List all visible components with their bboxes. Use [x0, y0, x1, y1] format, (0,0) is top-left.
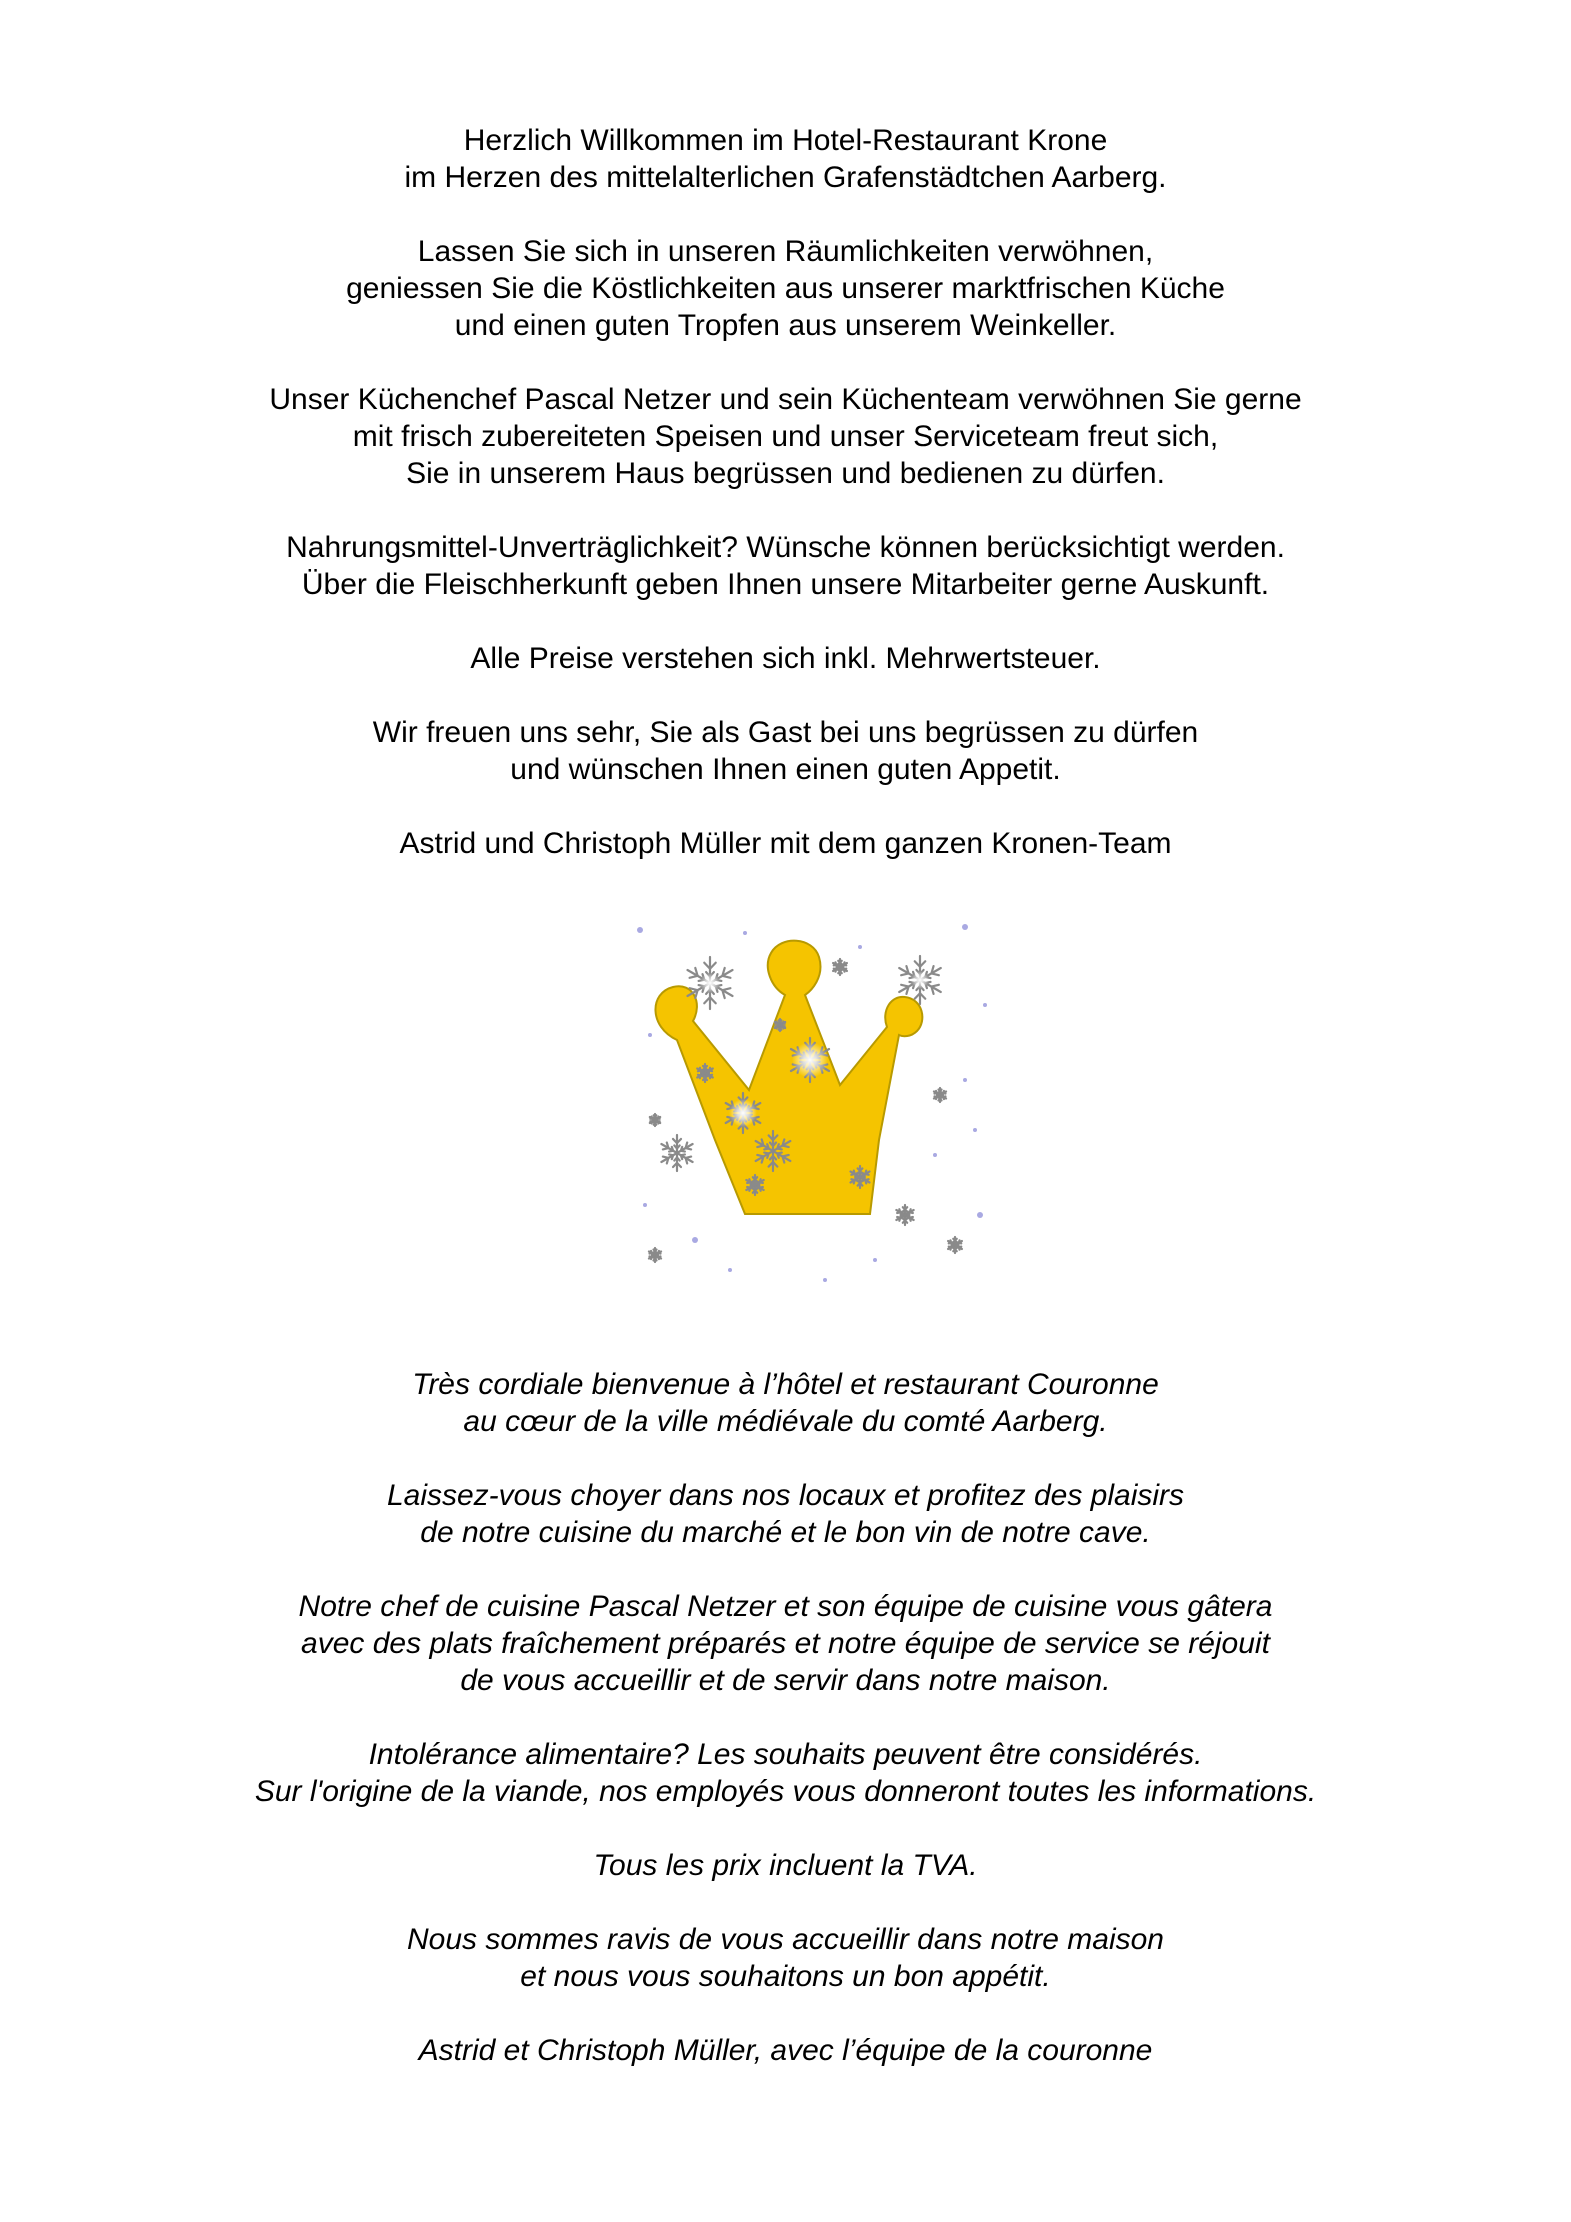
text-line: Sur l'origine de la viande, nos employés vous donneront toutes les informations. — [254, 1775, 1317, 1808]
text-line: Sie in unserem Haus begrüssen und bedienen zu dürfen. — [406, 457, 1165, 490]
snowflake-icon — [659, 1135, 694, 1171]
signature-line — [0, 2032, 1571, 2069]
text-line: Notre chef de cuisine Pascal Netzer et son équipe de cuisine vous gâtera — [298, 1590, 1273, 1623]
text-line: im Herzen des mittelalterlichen Grafenstädtchen Aarberg. — [404, 161, 1167, 194]
sparkle-dot — [973, 1128, 977, 1132]
welcome-paragraph — [0, 233, 1571, 344]
sparkle-glint — [911, 971, 929, 989]
welcome-paragraph — [0, 714, 1571, 788]
french-welcome-text — [0, 1366, 1571, 2106]
text-line: et nous vous souhaitons un bon appétit. — [520, 1960, 1051, 1993]
welcome-paragraph — [0, 1366, 1571, 1440]
text-line: Nahrungsmittel-Unverträglichkeit? Wünsche können berücksichtigt werden. — [286, 531, 1285, 564]
text-line: Astrid et Christoph Müller, avec l’équipe de la couronne — [418, 2034, 1153, 2067]
text-line: au cœur de la ville médiévale du comté Aarberg. — [463, 1405, 1108, 1438]
sparkle-glint — [792, 1042, 828, 1078]
sparkle-dot — [873, 1258, 877, 1262]
crown-shape — [655, 941, 922, 1214]
sparkle-glint — [729, 1099, 757, 1127]
sparkle-dot — [692, 1237, 698, 1243]
german-welcome-text — [0, 122, 1571, 899]
text-line: Laissez-vous choyer dans nos locaux et profitez des plaisirs — [386, 1479, 1185, 1512]
welcome-paragraph — [0, 122, 1571, 196]
crown-with-snowflakes-icon — [635, 915, 995, 1290]
text-line: Intolérance alimentaire? Les souhaits peuvent être considérés. — [368, 1738, 1203, 1771]
sparkle-dot — [648, 1033, 652, 1037]
crown-svg — [635, 915, 995, 1290]
text-line: Unser Küchenchef Pascal Netzer und sein Küchenteam verwöhnen Sie gerne — [269, 383, 1302, 416]
welcome-paragraph — [0, 381, 1571, 492]
sparkle-dot — [977, 1212, 983, 1218]
text-line: Nous sommes ravis de vous accueillir dans notre maison — [407, 1923, 1164, 1956]
sparkle-dot — [823, 1278, 827, 1282]
text-line: mit frisch zubereiteten Speisen und unser Serviceteam freut sich, — [352, 420, 1219, 453]
snowflake-icon — [947, 1237, 963, 1253]
text-line: Alle Preise verstehen sich inkl. Mehrwertsteuer. — [470, 642, 1101, 675]
text-line: und einen guten Tropfen aus unserem Weinkeller. — [454, 309, 1117, 342]
sparkle-glint — [700, 973, 720, 993]
text-line: de vous accueillir et de servir dans notre maison. — [460, 1664, 1111, 1697]
sparkle-dot — [743, 931, 747, 935]
sparkle-dot — [962, 924, 968, 930]
welcome-paragraph — [0, 1921, 1571, 1995]
sparkle-dot — [858, 945, 862, 949]
snowflake-icon — [933, 1088, 947, 1102]
text-line: de notre cuisine du marché et le bon vin de notre cave. — [420, 1516, 1151, 1549]
sparkle-dot — [963, 1078, 967, 1082]
welcome-paragraph — [0, 1847, 1571, 1884]
text-line: Herzlich Willkommen im Hotel-Restaurant Krone — [463, 124, 1108, 157]
sparkle-dot — [643, 1203, 647, 1207]
snowflake-icon — [832, 959, 848, 975]
welcome-paragraph — [0, 1736, 1571, 1810]
text-line: Lassen Sie sich in unseren Räumlichkeiten verwöhnen, — [417, 235, 1154, 268]
snowflake-icon — [649, 1114, 661, 1126]
snowflake-icon — [648, 1248, 662, 1262]
snowflake-icon — [895, 1205, 915, 1225]
text-line: avec des plats fraîchement préparés et notre équipe de service se réjouit — [301, 1627, 1270, 1660]
text-line: Très cordiale bienvenue à l’hôtel et restaurant Couronne — [412, 1368, 1159, 1401]
signature-line — [0, 825, 1571, 862]
welcome-paragraph — [0, 1588, 1571, 1699]
text-line: und wünschen Ihnen einen guten Appetit. — [510, 753, 1061, 786]
sparkle-dot — [637, 927, 643, 933]
text-line: Astrid und Christoph Müller mit dem ganzen Kronen-Team — [399, 827, 1172, 860]
sparkle-dot — [933, 1153, 937, 1157]
welcome-paragraph — [0, 1477, 1571, 1551]
sparkle-dot — [728, 1268, 732, 1272]
text-line: geniessen Sie die Köstlichkeiten aus unserer marktfrischen Küche — [346, 272, 1225, 305]
text-line: Tous les prix incluent la TVA. — [593, 1849, 978, 1882]
text-line: Wir freuen uns sehr, Sie als Gast bei uns begrüssen zu dürfen — [372, 716, 1199, 749]
welcome-paragraph — [0, 529, 1571, 603]
text-line: Über die Fleischherkunft geben Ihnen unsere Mitarbeiter gerne Auskunft. — [301, 568, 1270, 601]
sparkle-dot — [983, 1003, 987, 1007]
welcome-paragraph — [0, 640, 1571, 677]
